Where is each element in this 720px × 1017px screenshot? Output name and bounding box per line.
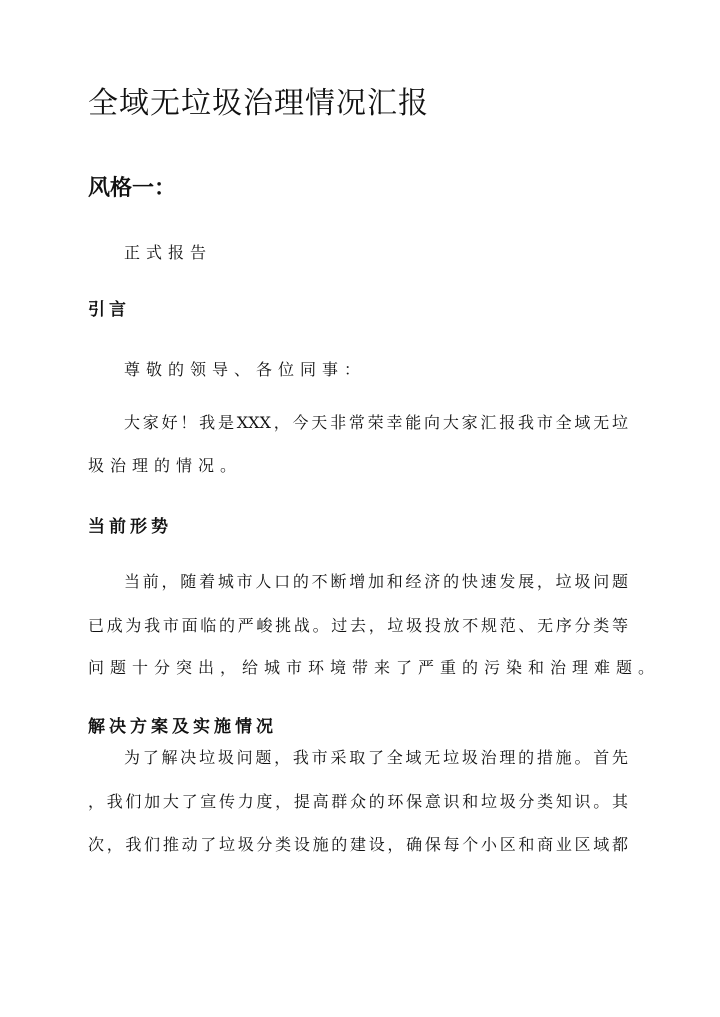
paragraph-line: 问题十分突出，给城市环境带来了严重的污染和治理难题。	[88, 658, 661, 677]
section-heading-intro: 引言	[88, 300, 130, 320]
paragraph-line: 为了解决垃圾问题，我市采取了全域无垃圾治理的措施。首先	[124, 748, 628, 767]
section-heading-solutions: 解决方案及实施情况	[88, 717, 277, 737]
paragraph-line: 当前，随着城市人口的不断增加和经济的快速发展，垃圾问题	[124, 572, 628, 591]
section-heading-situation: 当前形势	[88, 517, 172, 537]
paragraph-line: 圾治理的情况。	[88, 456, 243, 475]
document-title: 全域无垃圾治理情况汇报	[88, 86, 429, 121]
paragraph-line: 大家好！我是XXX，今天非常荣幸能向大家汇报我市全域无垃	[124, 413, 628, 432]
style-heading: 风格一：	[88, 175, 177, 201]
paragraph-line: 尊敬的领导、各位同事：	[124, 360, 367, 379]
paragraph-line: 已成为我市面临的严峻挑战。过去，垃圾投放不规范、无序分类等	[88, 616, 628, 635]
paragraph-line: ，我们加大了宣传力度，提高群众的环保意识和垃圾分类知识。其	[88, 792, 628, 811]
paragraph-line: 次，我们推动了垃圾分类设施的建设，确保每个小区和商业区域都	[88, 835, 628, 854]
subtitle: 正式报告	[124, 243, 213, 262]
